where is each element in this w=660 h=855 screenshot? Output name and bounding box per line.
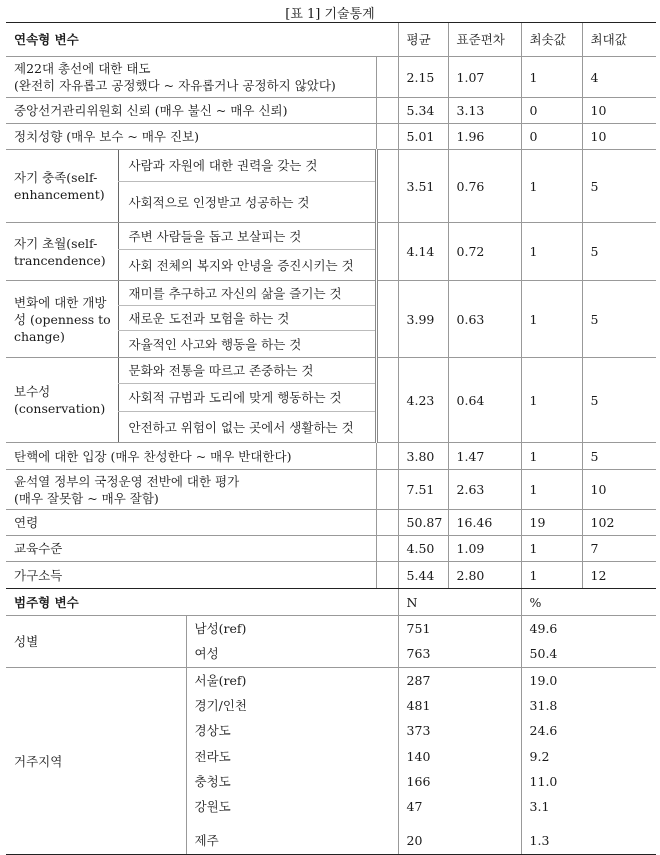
table-row: 사회적 규범과 도리에 맞게 행동하는 것 xyxy=(6,384,656,412)
categorical-header-row xyxy=(6,589,656,616)
table-row: 안전하고 위험이 없는 곳에서 생활하는 것 xyxy=(6,412,656,443)
row-label: 윤석열 정부의 국정운영 전반에 대한 평가 (매우 잘못함 ~ 매우 잘함) xyxy=(6,470,376,510)
table-row: 변화에 대한 개방성 (openness to change) 재미를 추구하고 자신의 삶을 즐기는 것 3.99 0.63 1 5 xyxy=(6,281,656,306)
table-row: 제22대 총선에 대한 태도 (완전히 자유롭고 공정했다 ~ 자유롭거나 공정하지 않았다) 2.15 1.07 1 4 xyxy=(6,57,656,98)
table-row: 제주 20 1.3 xyxy=(6,820,656,855)
continuous-header-row xyxy=(6,23,656,57)
table-row: 새로운 도전과 모험을 하는 것 xyxy=(6,306,656,331)
table-row: 여성 763 50.4 xyxy=(6,641,656,668)
table-row: 충청도 166 11.0 xyxy=(6,769,656,794)
table-row: 사회 전체의 복지와 안녕을 증진시키는 것 xyxy=(6,250,656,281)
table-row: 교육수준 4.50 1.09 1 7 xyxy=(6,536,656,562)
header-pct: % xyxy=(521,589,656,616)
table-row: 거주지역 서울(ref) 287 19.0 xyxy=(6,668,656,693)
header-max: 최대값 xyxy=(582,23,656,57)
table-row: 윤석열 정부의 국정운영 전반에 대한 평가 (매우 잘못함 ~ 매우 잘함) 7.51 2.63 1 10 xyxy=(6,470,656,510)
table-row: 연령 50.87 16.46 19 102 xyxy=(6,510,656,536)
row-label: 제22대 총선에 대한 태도 (완전히 자유롭고 공정했다 ~ 자유롭거나 공정하지 않았다) xyxy=(6,57,376,98)
table-row: 사회적으로 인정받고 성공하는 것 xyxy=(6,182,656,223)
categorical-section-label: 범주형 변수 xyxy=(6,589,398,616)
table-row: 경상도 373 24.6 xyxy=(6,718,656,744)
continuous-section-label: 연속형 변수 xyxy=(6,23,398,57)
table-row: 강원도 47 3.1 xyxy=(6,794,656,820)
header-min: 최솟값 xyxy=(521,23,582,57)
descriptive-statistics-table xyxy=(6,22,656,855)
table-row: 가구소득 5.44 2.80 1 12 xyxy=(6,562,656,589)
header-sd: 표준편차 xyxy=(448,23,521,57)
table-row: 성별 남성(ref) 751 49.6 xyxy=(6,616,656,641)
table-row: 자율적인 사고와 행동을 하는 것 xyxy=(6,331,656,358)
header-mean: 평균 xyxy=(398,23,448,57)
table-row: 경기/인천 481 31.8 xyxy=(6,693,656,718)
table-row: 정치성향 (매우 보수 ~ 매우 진보) 5.01 1.96 0 10 xyxy=(6,124,656,150)
table-row: 전라도 140 9.2 xyxy=(6,744,656,769)
table-row: 자기 초월(self-trancendence) 주변 사람들을 돕고 보살피는 것 4.14 0.72 1 5 xyxy=(6,223,656,250)
table-row: 자기 충족(self-enhancement) 사람과 자원에 대한 권력을 갖는 것 3.51 0.76 1 5 xyxy=(6,150,656,182)
table-row: 중앙선거관리위원회 신뢰 (매우 불신 ~ 매우 신뢰) 5.34 3.13 0 10 xyxy=(6,98,656,124)
table-row: 탄핵에 대한 입장 (매우 찬성한다 ~ 매우 반대한다) 3.80 1.47 1 5 xyxy=(6,443,656,470)
table-caption: [표 1] 기술통계 xyxy=(285,7,375,22)
header-n: N xyxy=(398,589,521,616)
table-row: 보수성 (conservation) 문화와 전통을 따르고 존중하는 것 4.23 0.64 1 5 xyxy=(6,358,656,384)
